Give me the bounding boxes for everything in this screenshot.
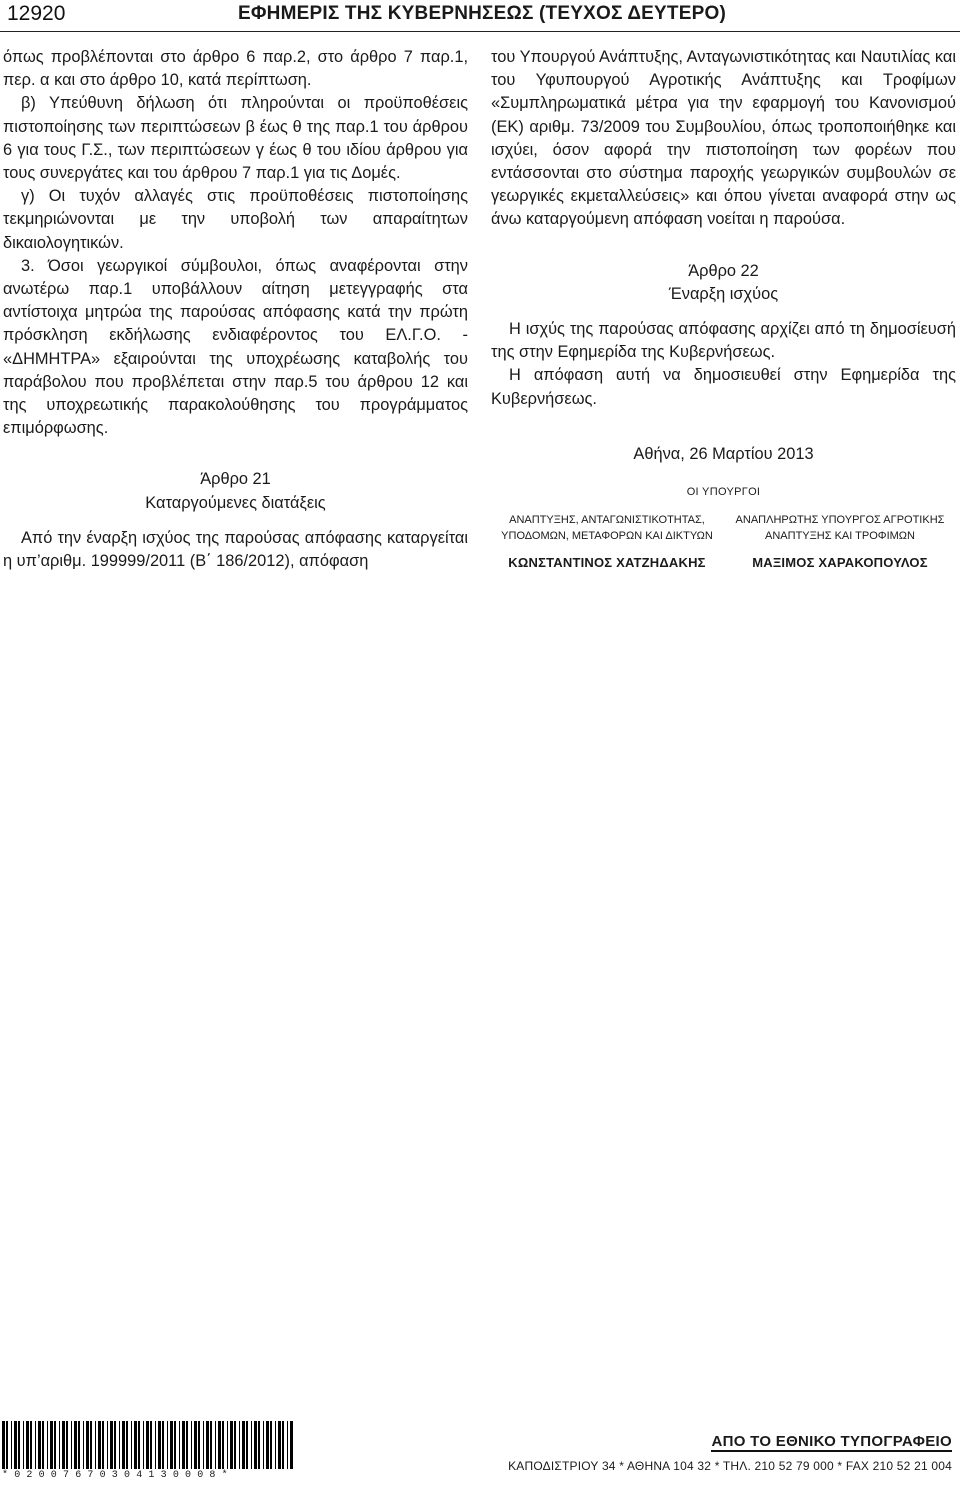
barcode-bar: [182, 1421, 185, 1469]
printer-address: ΚΑΠΟΔΙΣΤΡΙΟΥ 34 * ΑΘΗΝΑ 104 32 * ΤΗΛ. 210 52 79 000 * FAX 210 52 21 004: [508, 1459, 952, 1473]
barcode-bar: [198, 1421, 200, 1469]
barcode-bar: [230, 1421, 233, 1469]
barcode-bar: [38, 1421, 41, 1469]
barcode-bar: [258, 1421, 260, 1469]
barcode-bar: [275, 1421, 276, 1469]
article-22-title: Έναρξη ισχύος: [668, 284, 779, 303]
barcode-bar: [95, 1421, 96, 1469]
paragraph: γ) Οι τυχόν αλλαγές στις προϋποθέσεις πιστοποίησης τεκμηριώνονται με την υποβολή των απαραίτητων δικαιολογητικών.: [3, 187, 468, 252]
barcode-bar: [42, 1421, 44, 1469]
ministers-title: ΟΙ ΥΠΟΥΡΓΟΙ: [686, 486, 761, 499]
right-column: [491, 46, 956, 466]
left-column: [3, 46, 468, 573]
barcode-bar: [59, 1421, 60, 1469]
barcode-bar: [23, 1421, 24, 1469]
signature-name: ΚΩΝΣΤΑΝΤΙΝΟΣ ΧΑΤΖΗΔΑΚΗΣ: [508, 555, 706, 571]
barcode-bar: [66, 1421, 68, 1469]
barcode-bar: [210, 1421, 212, 1469]
barcode-bar: [47, 1421, 48, 1469]
barcode-bar: [2, 1421, 5, 1469]
barcode-bar: [11, 1421, 12, 1469]
signature-role: ΥΠΟΔΟΜΩΝ, ΜΕΤΑΦΟΡΩΝ ΚΑΙ ΔΙΚΤΥΩΝ: [501, 530, 713, 543]
header-rule: [0, 31, 960, 32]
printer-name-text: ΑΠΟ ΤΟ ΕΘΝΙΚΟ ΤΥΠΟΓΡΑΦΕΙΟ: [711, 1433, 952, 1450]
barcode-bar: [74, 1421, 77, 1469]
barcode-bar: [86, 1421, 89, 1469]
barcode-bar: [143, 1421, 144, 1469]
signature-role: ΑΝΑΠΛΗΡΩΤΗΣ ΥΠΟΥΡΓΟΣ ΑΓΡΟΤΙΚΗΣ: [735, 514, 945, 527]
barcode-bar: [35, 1421, 36, 1469]
paragraph: του Υπουργού Ανάπτυξης, Ανταγωνιστικότητας και Ναυτιλίας και του Υφυπουργού Αγροτικής Ανάπτυξης και Τροφίμων «Συμπληρωματικά μέτρα για την εφαρμογή του Κανονισμού (ΕΚ) αριθμ. 73/2009 του Συμβουλίου, όπως τροποποιήθηκε και ισχύει, όσον αφορά την πιστοποίηση των φορέων που εντάσσονται στο σύστημα παροχής γεωργικών συμβουλών σε γεωργικές εκμεταλλεύσεις» και όπου γίνεται αναφορά στην ως άνω καταργούμενη απόφαση νοείται η παρούσα.: [491, 48, 956, 229]
barcode-bar: [162, 1421, 164, 1469]
paragraph: Η απόφαση αυτή να δημοσιευθεί στην Εφημερίδα της Κυβερνήσεως.: [491, 366, 956, 408]
barcode-bar: [131, 1421, 132, 1469]
barcode-bar: [194, 1421, 197, 1469]
barcode-bar: [167, 1421, 168, 1469]
barcode-bar: [78, 1421, 80, 1469]
barcode-text: *02007670304130008*: [2, 1470, 234, 1481]
signature-role: ΑΝΑΠΤΥΞΗΣ ΚΑΙ ΤΡΟΦΙΜΩΝ: [765, 530, 915, 543]
printer-name: [711, 1433, 952, 1450]
date-line: Αθήνα, 26 Μαρτίου 2013: [633, 444, 814, 463]
barcode-bar: [102, 1421, 104, 1469]
barcode-bar: [119, 1421, 120, 1469]
barcode-bar: [126, 1421, 128, 1469]
page-header: [0, 0, 960, 32]
barcode-bar: [146, 1421, 149, 1469]
barcode-bar: [14, 1421, 17, 1469]
barcode-bar: [287, 1421, 288, 1469]
barcode-bar: [110, 1421, 113, 1469]
barcode-bar: [26, 1421, 29, 1469]
barcode-bar: [254, 1421, 257, 1469]
barcode-bar: [251, 1421, 252, 1469]
barcode-bar: [246, 1421, 248, 1469]
barcode-bar: [234, 1421, 236, 1469]
barcode-bar: [90, 1421, 92, 1469]
barcode-bar: [266, 1421, 269, 1469]
barcode-bar: [83, 1421, 84, 1469]
barcode-bar: [54, 1421, 56, 1469]
paragraph: Η ισχύς της παρούσας απόφασης αρχίζει από τη δημοσίευσή της στην Εφημερίδα της Κυβερνήσεως.: [491, 320, 956, 362]
barcode-bar: [215, 1421, 216, 1469]
paragraph: Από την έναρξη ισχύος της παρούσας απόφασης καταργείται η υπ’αριθμ. 199999/2011 (Β΄ 186/2012), απόφαση: [3, 528, 468, 571]
barcode-bar: [155, 1421, 156, 1469]
signature-role: ΑΝΑΠΤΥΞΗΣ, ΑΝΤΑΓΩΝΙΣΤΙΚΟΤΗΤΑΣ,: [509, 514, 705, 527]
barcode: [2, 1421, 294, 1473]
barcode-bar: [206, 1421, 209, 1469]
barcode-bar: [227, 1421, 228, 1469]
barcode-bar: [50, 1421, 53, 1469]
barcode-bar: [138, 1421, 140, 1469]
barcode-bar: [71, 1421, 72, 1469]
barcode-bar: [158, 1421, 161, 1469]
article-21-number: Άρθρο 21: [200, 470, 271, 489]
barcode-bar: [290, 1421, 293, 1469]
barcode-bar: [114, 1421, 116, 1469]
barcode-bar: [107, 1421, 108, 1469]
barcode-bar: [6, 1421, 8, 1469]
barcode-bar: [62, 1421, 65, 1469]
barcode-bar: [179, 1421, 180, 1469]
barcode-bar: [239, 1421, 240, 1469]
paragraph: β) Υπεύθυνη δήλωση ότι πληρούνται οι προϋποθέσεις πιστοποίησης των περιπτώσεων β έως θ της παρ.1 του άρθρου 6 για τους Γ.Σ., των περιπτώσεων γ έως θ του ιδίου άρθρου για τους συνεργάτες και του άρθρου 7 παρ.1 για τις Δομές.: [3, 94, 468, 183]
journal-title: ΕΦΗΜΕΡΙΣ ΤΗΣ ΚΥΒΕΡΝΗΣΕΩΣ (ΤΕΥΧΟΣ ΔΕΥΤΕΡΟ): [238, 3, 726, 24]
signature-right: [724, 512, 956, 571]
barcode-bar: [270, 1421, 272, 1469]
barcode-bar: [278, 1421, 281, 1469]
barcode-bar: [203, 1421, 204, 1469]
barcode-bar: [218, 1421, 221, 1469]
paragraph: όπως προβλέπονται στο άρθρο 6 παρ.2, στο άρθρο 7 παρ.1, περ. α και στο άρθρο 10, κατά περίπτωση.: [3, 48, 468, 90]
signature-left: [491, 512, 723, 571]
signature-name: ΜΑΞΙΜΟΣ ΧΑΡΑΚΟΠΟΥΛΟΣ: [752, 555, 928, 571]
barcode-bar: [170, 1421, 173, 1469]
page-number: 12920: [7, 2, 66, 25]
article-22-number: Άρθρο 22: [688, 261, 759, 280]
barcode-bar: [191, 1421, 192, 1469]
barcode-bar: [150, 1421, 152, 1469]
paragraph: 3. Όσοι γεωργικοί σύμβουλοι, όπως αναφέρονται στην ανωτέρω παρ.1 υποβάλλουν αίτηση μετεγγραφής στα αντίστοιχα μητρώα της παρούσας απόφασης κατά την πρώτη πρόσκληση εκδήλωσης ενδιαφέροντος του ΕΛ.Γ.Ο. - «ΔΗΜΗΤΡΑ» εξαιρούνται της υποχρέωσης καταβολής του παράβολου που προβλέπεται στην παρ.5 του άρθρου 12 και της υποχρεωτικής παρακολούθησης του προγράμματος επιμόρφωσης.: [3, 256, 468, 438]
barcode-bar: [242, 1421, 245, 1469]
barcode-bar: [134, 1421, 137, 1469]
barcode-bar: [174, 1421, 176, 1469]
barcode-bar: [263, 1421, 264, 1469]
barcode-bar: [30, 1421, 32, 1469]
barcode-bar: [186, 1421, 188, 1469]
barcode-bar: [18, 1421, 20, 1469]
barcode-bar: [282, 1421, 284, 1469]
barcode-bar: [222, 1421, 224, 1469]
barcode-bar: [98, 1421, 101, 1469]
article-21-title: Καταργούμενες διατάξεις: [145, 493, 326, 512]
barcode-bar: [122, 1421, 125, 1469]
